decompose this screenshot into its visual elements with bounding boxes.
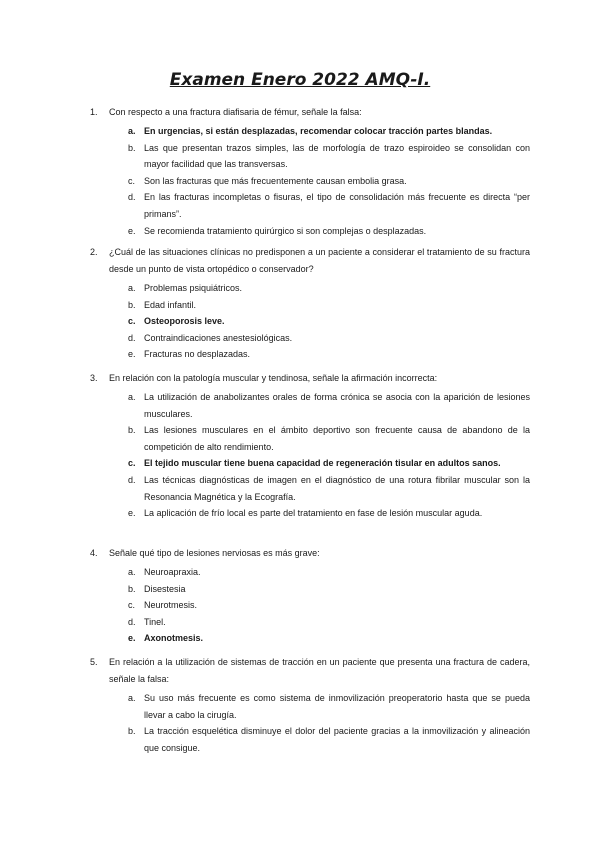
option-b xyxy=(90,581,530,598)
question-text: Con respecto a una fractura diafisaria de fémur, señale la falsa: xyxy=(109,107,362,117)
option-letter: e. xyxy=(128,349,136,360)
option-letter: e. xyxy=(128,225,136,236)
option-a xyxy=(90,690,530,723)
option-letter: c. xyxy=(128,316,136,327)
option-text: En urgencias, si están desplazadas, recomendar colocar tracción partes blandas. xyxy=(144,126,493,136)
option-text: La utilización de anabolizantes orales de forma crónica se asocia con la aparición de lesiones musculares. xyxy=(144,392,530,419)
option-d xyxy=(90,614,530,631)
option-c xyxy=(90,597,530,614)
option-text: En las fracturas incompletas o fisuras, el tipo de consolidación más frecuente es directa “per primans”. xyxy=(144,192,530,219)
option-d xyxy=(90,472,530,505)
options-list xyxy=(90,690,530,756)
options-list xyxy=(90,123,530,239)
option-text: Osteoporosis leve. xyxy=(144,316,225,327)
option-b xyxy=(90,422,530,455)
question-text: Señale qué tipo de lesiones nerviosas es más grave: xyxy=(109,548,320,558)
option-letter: e. xyxy=(128,633,136,644)
question-text: En relación a la utilización de sistemas de tracción en un paciente que presenta una fractura de cadera, señale la falsa: xyxy=(109,657,530,684)
option-letter: d. xyxy=(128,332,136,343)
option-letter: d. xyxy=(128,474,136,485)
option-a xyxy=(90,123,530,140)
option-letter: d. xyxy=(128,616,136,627)
exam-title-text: Examen Enero 2022 AMQ-I. xyxy=(169,70,431,90)
option-text: Son las fracturas que más frecuentemente causan embolia grasa. xyxy=(144,175,407,186)
option-c xyxy=(90,173,530,190)
option-c xyxy=(90,313,530,330)
question-number: 3. xyxy=(90,373,98,383)
option-b xyxy=(90,140,530,173)
question-number: 5. xyxy=(90,657,98,667)
exam-title xyxy=(0,70,600,90)
question-number: 1. xyxy=(90,107,98,117)
option-letter: b. xyxy=(128,142,136,153)
option-text: Se recomienda tratamiento quirúrgico si son complejas o desplazadas. xyxy=(144,225,427,236)
question-number: 2. xyxy=(90,247,98,257)
option-letter: c. xyxy=(128,600,136,611)
question-number: 4. xyxy=(90,548,98,558)
option-text: Neuroapraxia. xyxy=(144,567,201,577)
options-list xyxy=(90,564,530,647)
option-text: Neurotmesis. xyxy=(144,600,198,611)
options-list xyxy=(90,389,530,522)
option-e xyxy=(90,223,530,240)
option-d xyxy=(90,330,530,347)
option-letter: a. xyxy=(128,392,136,402)
question-text: ¿Cuál de las situaciones clínicas no predisponen a un paciente a considerar el tratamiento de su fractura desde un punto de vista ortopédico o conservador? xyxy=(109,247,530,274)
option-letter: c. xyxy=(128,175,136,186)
option-text: Edad infantil. xyxy=(144,299,197,310)
option-text: Las que presentan trazos simples, las de morfología de trazo espiroideo se consolidan con mayor facilidad que las transversas. xyxy=(144,142,530,170)
option-text: Disestesia xyxy=(144,583,186,594)
option-letter: b. xyxy=(128,425,136,436)
option-e xyxy=(90,346,530,363)
option-letter: a. xyxy=(128,283,136,293)
option-text: Las lesiones musculares en el ámbito deportivo son frecuente causa de abandono de la competición de alto rendimiento. xyxy=(144,425,530,452)
option-letter: b. xyxy=(128,299,136,310)
option-b xyxy=(90,297,530,314)
option-text: Axonotmesis. xyxy=(144,633,204,644)
question-3 xyxy=(90,370,530,522)
option-c xyxy=(90,455,530,472)
option-b xyxy=(90,723,530,756)
option-text: Problemas psiquiátricos. xyxy=(144,283,243,293)
option-text: La aplicación de frío local es parte del tratamiento en fase de lesión muscular aguda. xyxy=(144,508,483,519)
option-a xyxy=(90,564,530,581)
option-text: Su uso más frecuente es como sistema de inmovilización preoperatorio hasta que se pueda llevar a cabo la cirugía. xyxy=(144,693,530,720)
options-list xyxy=(90,280,530,363)
option-letter: b. xyxy=(128,583,136,594)
option-e xyxy=(90,505,530,522)
question-2 xyxy=(90,244,530,363)
option-letter: a. xyxy=(128,693,136,703)
option-letter: e. xyxy=(128,508,136,519)
question-text: En relación con la patología muscular y tendinosa, señale la afirmación incorrecta: xyxy=(109,373,438,383)
option-e xyxy=(90,630,530,647)
option-letter: c. xyxy=(128,458,136,469)
option-letter: b. xyxy=(128,726,136,737)
option-letter: a. xyxy=(128,567,136,577)
option-a xyxy=(90,389,530,422)
question-1 xyxy=(90,104,530,239)
option-text: Contraindicaciones anestesiológicas. xyxy=(144,332,293,343)
option-a xyxy=(90,280,530,297)
option-d xyxy=(90,189,530,222)
question-5 xyxy=(90,654,530,756)
option-text: Tinel. xyxy=(144,616,166,627)
option-text: La tracción esquelética disminuye el dolor del paciente gracias a la inmovilización y alineación que consigue. xyxy=(144,726,530,753)
option-text: Las técnicas diagnósticas de imagen en el diagnóstico de una rotura fibrilar muscular son la Resonancia Magnética y la Ecografía. xyxy=(144,474,530,502)
option-letter: d. xyxy=(128,192,136,203)
question-4 xyxy=(90,545,530,647)
option-text: El tejido muscular tiene buena capacidad de regeneración tisular en adultos sanos. xyxy=(144,458,501,469)
option-text: Fracturas no desplazadas. xyxy=(144,349,251,360)
option-letter: a. xyxy=(128,126,136,136)
